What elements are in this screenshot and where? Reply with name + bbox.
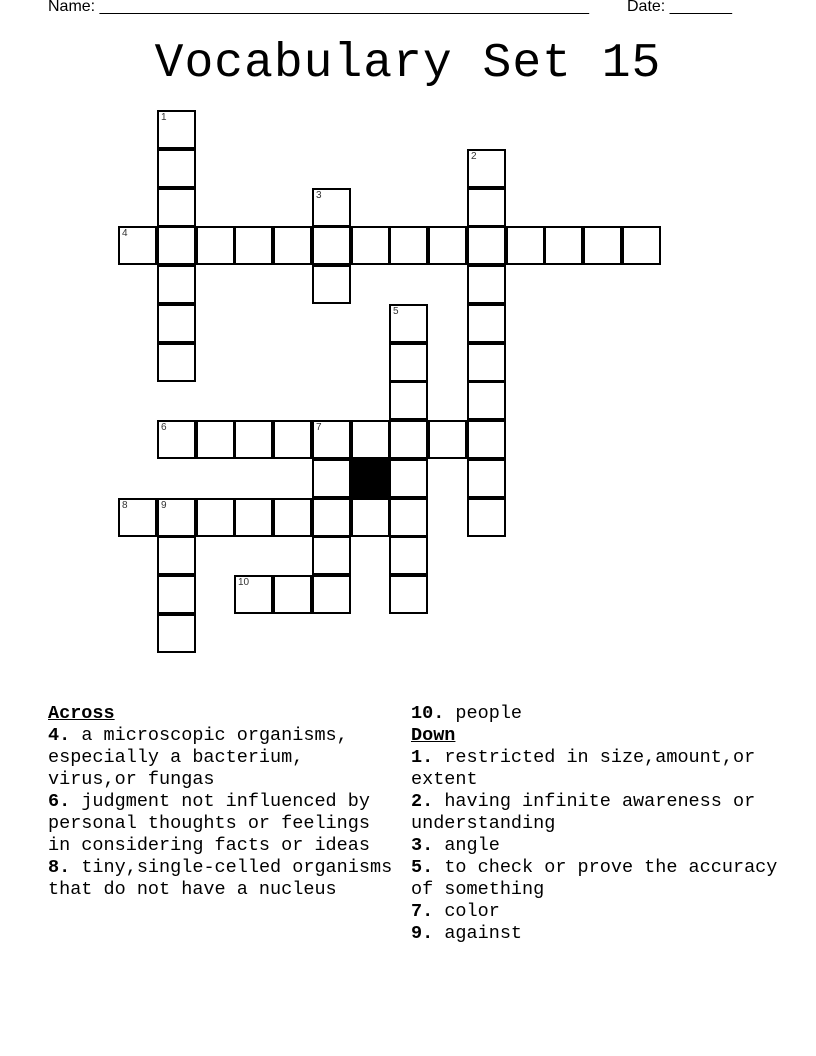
crossword-cell[interactable] — [234, 498, 273, 537]
crossword-cell[interactable] — [467, 420, 506, 459]
crossword-cell[interactable] — [467, 381, 506, 420]
clue-down-3 — [411, 835, 791, 857]
crossword-cell[interactable] — [467, 498, 506, 537]
clue-text: judgment not influenced by personal thoughts or feelings in considering facts or ideas — [48, 791, 370, 856]
crossword-cell[interactable] — [157, 498, 196, 537]
clue-text: a microscopic organisms, especially a bacterium, virus,or fungas — [48, 725, 348, 790]
crossword-cell[interactable] — [157, 420, 196, 459]
clue-number-label: 3 — [316, 190, 322, 201]
crossword-cell[interactable] — [312, 265, 351, 304]
crossword-cell[interactable] — [351, 498, 390, 537]
crossword-cell[interactable] — [273, 226, 312, 265]
clue-down-7 — [411, 901, 791, 923]
crossword-cell[interactable] — [389, 420, 428, 459]
crossword-cell[interactable] — [467, 188, 506, 227]
clue-number: 7. — [411, 901, 434, 922]
crossword-cell[interactable] — [506, 226, 545, 265]
clue-number-label: 5 — [393, 306, 399, 317]
crossword-cell[interactable] — [118, 498, 157, 537]
clue-number: 5. — [411, 857, 434, 878]
crossword-cell[interactable] — [351, 420, 390, 459]
clue-text: having infinite awareness or understanding — [411, 791, 756, 834]
crossword-cell[interactable] — [389, 575, 428, 614]
crossword-cell[interactable] — [389, 343, 428, 382]
clue-number: 6. — [48, 791, 71, 812]
crossword-cell[interactable] — [467, 149, 506, 188]
crossword-cell[interactable] — [157, 188, 196, 227]
down-heading: Down — [411, 725, 456, 746]
clue-number: 2. — [411, 791, 434, 812]
crossword-cell[interactable] — [157, 304, 196, 343]
crossword-cell[interactable] — [467, 459, 506, 498]
crossword-cell[interactable] — [622, 226, 661, 265]
crossword-cell[interactable] — [312, 575, 351, 614]
crossword-cell[interactable] — [467, 226, 506, 265]
clue-across-10 — [411, 703, 791, 725]
crossword-cell[interactable] — [312, 536, 351, 575]
clue-text: to check or prove the accuracy of something — [411, 857, 778, 900]
clue-text: color — [433, 901, 500, 922]
name-line[interactable]: Name: _______________________________________________________ — [48, 0, 589, 15]
crossword-cell[interactable] — [467, 343, 506, 382]
crossword-cell[interactable] — [467, 265, 506, 304]
clue-down-2 — [411, 791, 791, 835]
crossword-cell[interactable] — [389, 536, 428, 575]
crossword-cell[interactable] — [157, 614, 196, 653]
clue-text: people — [444, 703, 523, 724]
clue-number-label: 9 — [161, 500, 167, 511]
crossword-cell[interactable] — [389, 381, 428, 420]
crossword-cell[interactable] — [389, 459, 428, 498]
clue-number-label: 2 — [471, 151, 477, 162]
crossword-cell[interactable] — [389, 304, 428, 343]
clue-number: 3. — [411, 835, 434, 856]
crossword-cell[interactable] — [196, 420, 235, 459]
clue-number-label: 10 — [238, 577, 250, 588]
crossword-cell[interactable] — [428, 420, 467, 459]
clue-number: 8. — [48, 857, 71, 878]
crossword-cell[interactable] — [157, 226, 196, 265]
crossword-cell[interactable] — [389, 226, 428, 265]
down-clues-column — [411, 703, 791, 945]
crossword-cell[interactable] — [157, 575, 196, 614]
clue-number: 4. — [48, 725, 71, 746]
page-title: Vocabulary Set 15 — [154, 37, 662, 91]
crossword-cell[interactable] — [118, 226, 157, 265]
crossword-cell[interactable] — [544, 226, 583, 265]
clue-text: angle — [433, 835, 500, 856]
crossword-cell[interactable] — [351, 226, 390, 265]
crossword-cell[interactable] — [312, 459, 351, 498]
clue-across-4 — [48, 725, 400, 791]
crossword-cell[interactable] — [312, 420, 351, 459]
clue-down-9 — [411, 923, 791, 945]
across-heading: Across — [48, 703, 115, 724]
clue-number-label: 6 — [161, 422, 167, 433]
crossword-cell[interactable] — [273, 498, 312, 537]
crossword-cell[interactable] — [273, 420, 312, 459]
clue-number-label: 7 — [316, 422, 322, 433]
crossword-cell[interactable] — [196, 226, 235, 265]
crossword-cell[interactable] — [157, 110, 196, 149]
crossword-cell[interactable] — [157, 536, 196, 575]
crossword-cell[interactable] — [312, 498, 351, 537]
clue-number: 10. — [411, 703, 445, 724]
crossword-cell[interactable] — [467, 304, 506, 343]
clue-across-8 — [48, 857, 400, 901]
clue-number: 9. — [411, 923, 434, 944]
date-line[interactable]: Date: _______ — [627, 0, 732, 15]
crossword-cell[interactable] — [234, 420, 273, 459]
crossword-cell[interactable] — [196, 498, 235, 537]
crossword-cell[interactable] — [428, 226, 467, 265]
crossword-cell[interactable] — [273, 575, 312, 614]
header — [0, 0, 816, 18]
clue-down-5 — [411, 857, 791, 901]
crossword-cell[interactable] — [157, 265, 196, 304]
clue-text: restricted in size,amount,or extent — [411, 747, 756, 790]
crossword-cell[interactable] — [234, 575, 273, 614]
black-square — [351, 459, 390, 498]
crossword-cell[interactable] — [312, 188, 351, 227]
crossword-cell[interactable] — [234, 226, 273, 265]
clue-number-label: 1 — [161, 112, 167, 123]
crossword-cell[interactable] — [583, 226, 622, 265]
clue-down-1 — [411, 747, 791, 791]
clue-number: 1. — [411, 747, 434, 768]
crossword-cell[interactable] — [312, 226, 351, 265]
clue-text: tiny,single-celled organisms that do not have a nucleus — [48, 857, 393, 900]
across-clues-column — [48, 703, 400, 901]
clue-number-label: 4 — [122, 228, 128, 239]
crossword-cell[interactable] — [389, 498, 428, 537]
crossword-cell[interactable] — [157, 149, 196, 188]
crossword-cell[interactable] — [157, 343, 196, 382]
clue-across-6 — [48, 791, 400, 857]
clue-number-label: 8 — [122, 500, 128, 511]
clue-text: against — [433, 923, 523, 944]
